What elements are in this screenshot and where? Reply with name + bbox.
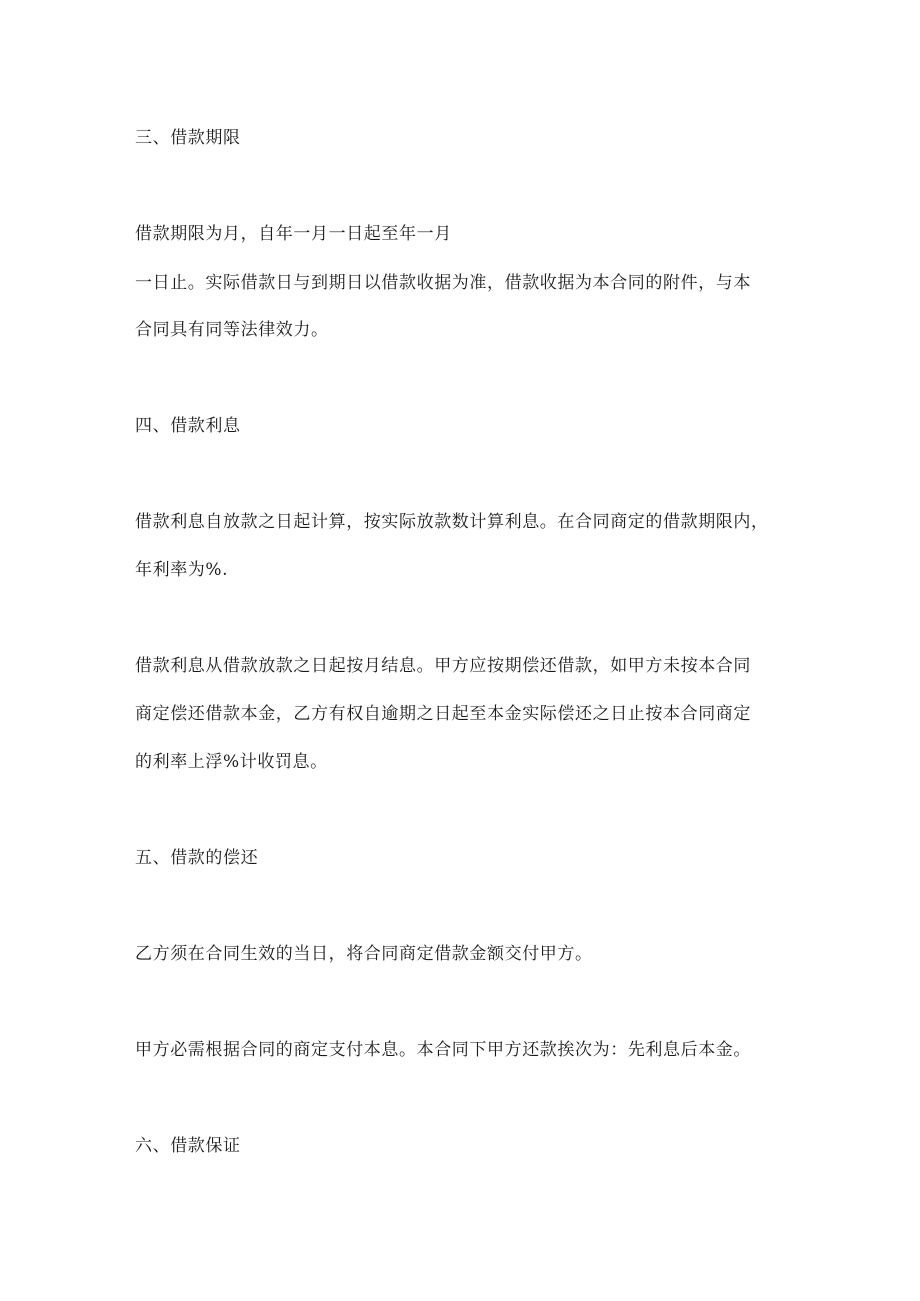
section-heading-repayment: 五、借款的偿还	[135, 848, 259, 868]
paragraph-line: 借款利息自放款之日起计算，按实际放款数计算利息。在合同商定的借款期限内，	[135, 512, 769, 532]
section-heading-guarantee: 六、借款保证	[135, 1136, 241, 1156]
paragraph-line: 甲方必需根据合同的商定支付本息。本合同下甲方还款挨次为：先利息后本金。	[135, 1040, 751, 1060]
paragraph-line: 借款利息从借款放款之日起按月结息。甲方应按期偿还借款，如甲方未按本合同	[135, 656, 751, 676]
paragraph-line: 借款期限为月，自年一月一日起至年一月	[135, 224, 452, 244]
section-heading-term: 三、借款期限	[135, 128, 241, 148]
paragraph-line: 商定偿还借款本金，乙方有权自逾期之日起至本金实际偿还之日止按本合同商定	[135, 704, 751, 724]
paragraph-line: 乙方须在合同生效的当日，将合同商定借款金额交付甲方。	[135, 944, 593, 964]
paragraph-line: 一日止。实际借款日与到期日以借款收据为准，借款收据为本合同的附件，与本	[135, 273, 751, 293]
paragraph-line: 合同具有同等法律效力。	[135, 320, 329, 340]
paragraph-line: 年利率为%.	[135, 560, 229, 580]
paragraph-line: 的利率上浮%计收罚息。	[135, 752, 328, 772]
section-heading-interest: 四、借款利息	[135, 416, 241, 436]
